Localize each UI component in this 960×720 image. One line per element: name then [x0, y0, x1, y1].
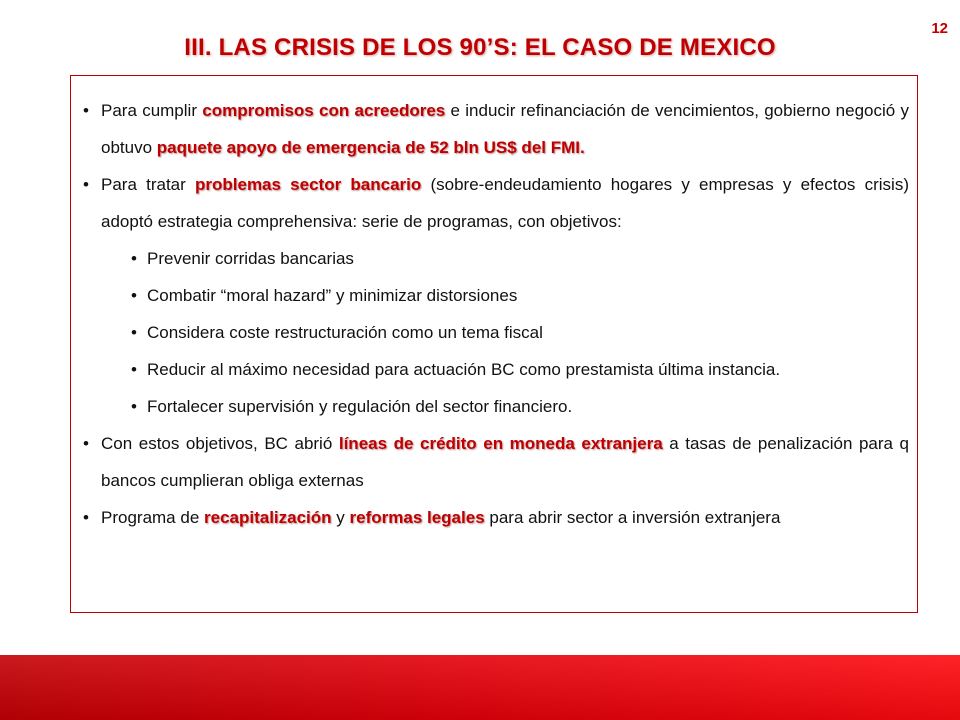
content-box	[70, 75, 918, 613]
text: para abrir sector a inversión extranjera	[484, 508, 781, 527]
highlight-banking-sector: problemas sector bancario	[195, 175, 422, 194]
page-number: 12	[931, 20, 948, 37]
bullet-item-emergency-package	[81, 92, 909, 166]
bullet-item-banking-problems	[81, 166, 909, 240]
text: Para cumplir	[101, 101, 203, 120]
bullet-list	[81, 92, 909, 536]
highlight-credit-lines: líneas de crédito en moneda extranjera	[338, 434, 663, 453]
highlight-legal-reforms: reformas legales	[349, 508, 485, 527]
slide-title: III. LAS CRISIS DE LOS 90’S: EL CASO DE MEXICO	[184, 34, 776, 61]
highlight-imf-package: paquete apoyo de emergencia de 52 bln US$ del FMI.	[156, 138, 585, 157]
sub-bullet-item: • Prevenir corridas bancarias	[81, 240, 909, 277]
bullet-item-credit-lines	[81, 425, 909, 499]
text: Con estos objetivos, BC abrió	[101, 434, 339, 453]
footer-sheen	[0, 655, 960, 720]
sub-bullet-item: • Reducir al máximo necesidad para actuación BC como prestamista última instancia.	[81, 351, 909, 388]
sub-bullet-item: • Combatir “moral hazard” y minimizar distorsiones	[81, 277, 909, 314]
bullet-item-recapitalization	[81, 499, 909, 536]
text: Para tratar	[101, 175, 195, 194]
highlight-recapitalization: recapitalización	[204, 508, 332, 527]
text: a tasas de penalización para q bancos cumplieran obliga externas	[101, 434, 909, 490]
text: e inducir refinanciación de vencimientos, gobierno negoció y obtuvo	[101, 101, 910, 157]
text: Programa de	[101, 508, 204, 527]
highlight-creditors: compromisos con acreedores	[202, 101, 446, 120]
text: (sobre-endeudamiento hogares y empresas y efectos crisis) adoptó estrategia comprehensiva: serie de programas, con objetivos:	[101, 175, 909, 231]
sub-bullet-item: • Fortalecer supervisión y regulación del sector financiero.	[81, 388, 909, 425]
sub-bullet-item: • Considera coste restructuración como un tema fiscal	[81, 314, 909, 351]
footer-band	[0, 655, 960, 720]
text: y	[331, 508, 350, 527]
